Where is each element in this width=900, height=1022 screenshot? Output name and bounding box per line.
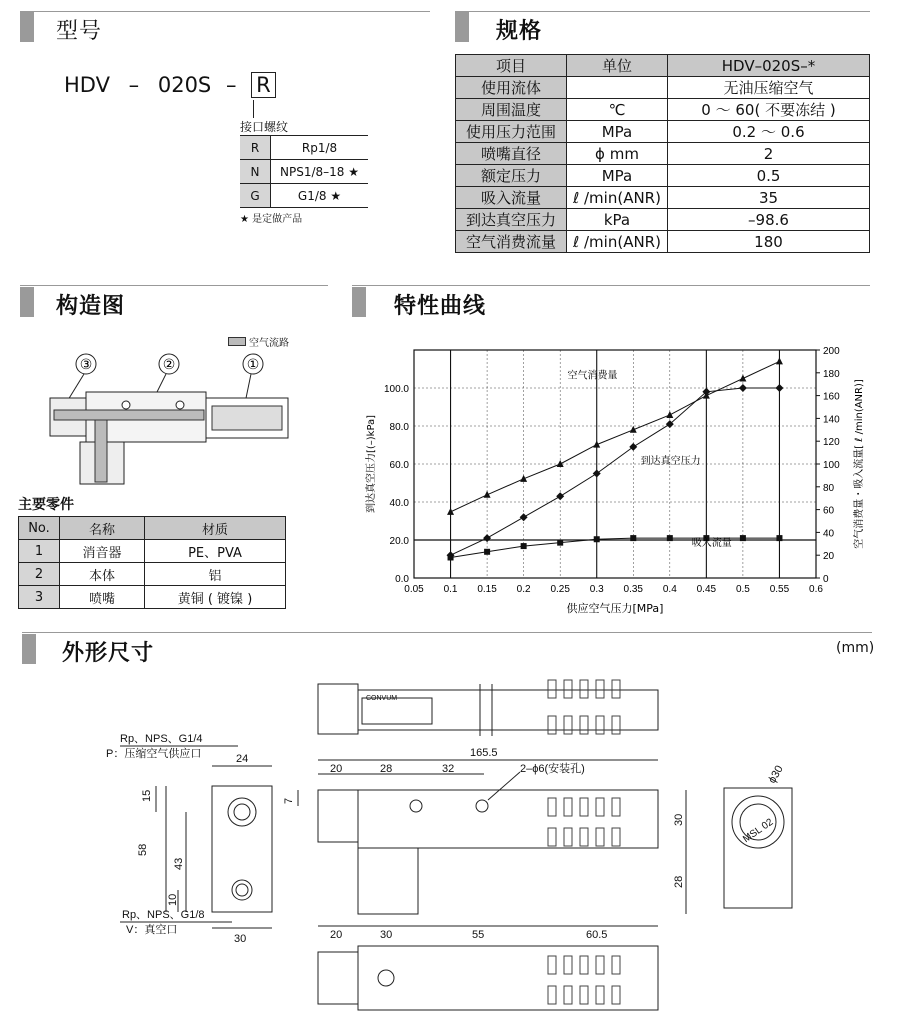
x-tick-label: 0.1 (443, 584, 458, 595)
part-name: 喷嘴 (60, 586, 145, 609)
series-label: 吸入流量 (691, 538, 732, 550)
y2-tick-label: 60 (823, 505, 835, 517)
spec-item: 使用压力范围 (456, 121, 567, 143)
spec-header-row (456, 55, 870, 77)
section-title-curve: 特性曲线 (394, 294, 487, 319)
dim-30-height: 30 (673, 813, 685, 826)
spec-row (456, 165, 870, 187)
y-tick-label: 40.0 (389, 498, 409, 509)
connection-row (240, 136, 368, 160)
spec-row (456, 77, 870, 99)
callout-3: ③ (79, 357, 93, 373)
series-label: 空气消费量 (567, 370, 618, 382)
connection-thread: Rp1/8 (271, 136, 369, 160)
y-tick-label: 80.0 (389, 422, 409, 433)
dim-32-top: 32 (442, 763, 455, 775)
spec-unit: MPa (567, 165, 668, 187)
spec-item: 周围温度 (456, 99, 567, 121)
y2-tick-label: 120 (823, 437, 840, 449)
y2-tick-label: 140 (823, 414, 840, 426)
dim-30-bottom: 30 (380, 929, 393, 941)
msl-label: MSL 02 (741, 816, 776, 846)
spec-unit: ℓ /min(ANR) (567, 231, 668, 253)
x-tick-label: 0.6 (809, 584, 823, 595)
spec-header-cell: 项目 (456, 55, 567, 77)
x-tick-label: 0.4 (662, 584, 677, 595)
port-p-label: P：压缩空气供应口 (106, 748, 202, 760)
model-dash: – (225, 73, 237, 97)
data-point (521, 543, 527, 549)
connection-code: G (240, 184, 271, 208)
part-name: 消音器 (60, 540, 145, 563)
y2-tick-label: 80 (823, 482, 835, 494)
series-label: 到达真空压力 (640, 456, 701, 467)
spec-value: 180 (668, 231, 870, 253)
x-tick-label: 0.35 (623, 584, 644, 595)
dim-60-5-bottom: 60.5 (586, 929, 608, 941)
port-v-label: V：真空口 (126, 924, 178, 936)
data-point (448, 554, 454, 560)
y2-tick-label: 20 (823, 551, 835, 563)
parts-header-cell: 材质 (145, 517, 286, 540)
spec-header-cell: 单位 (567, 55, 668, 77)
y2-axis-label: 空气消费量・吸入流量[ ℓ /min(ANR)] (854, 379, 865, 549)
unit-label: (mm) (836, 640, 875, 656)
port-p-thread: Rp、NPS、G1/4 (120, 733, 203, 745)
connection-table (240, 135, 368, 208)
connector-line (253, 100, 254, 118)
spec-unit: ℃ (567, 99, 668, 121)
parts-row (19, 586, 286, 609)
dim-20-bottom: 20 (330, 929, 343, 941)
airflow-legend-swatch (228, 337, 246, 346)
model-size: 020S (157, 73, 212, 97)
section-rule (455, 11, 870, 12)
spec-item: 吸入流量 (456, 187, 567, 209)
spec-unit: MPa (567, 121, 668, 143)
part-number: 1 (19, 540, 60, 563)
section-title-structure: 构造图 (56, 294, 126, 319)
x-tick-label: 0.45 (696, 584, 717, 595)
dim-10: 10 (167, 893, 179, 906)
spec-item: 喷嘴直径 (456, 143, 567, 165)
y-tick-label: 100.0 (383, 384, 409, 395)
parts-header-row (19, 517, 286, 540)
spec-value: 2 (668, 143, 870, 165)
section-rule (20, 285, 328, 286)
spec-header-cell: HDV–020S–* (668, 55, 870, 77)
spec-unit: ℓ /min(ANR) (567, 187, 668, 209)
spec-value: –98.6 (668, 209, 870, 231)
model-dash: – (128, 73, 140, 97)
connection-thread: G1/8 ★ (271, 184, 369, 208)
y-tick-label: 20.0 (389, 536, 409, 547)
spec-value: 0 ～ 60( 不要冻结 ) (668, 99, 870, 121)
x-tick-label: 0.5 (735, 584, 750, 595)
x-tick-label: 0.05 (404, 584, 424, 595)
callout-2: ② (162, 357, 176, 373)
x-axis-label: 供应空气压力[MPa] (566, 602, 664, 615)
spec-value: 35 (668, 187, 870, 209)
y-tick-label: 0.0 (395, 574, 409, 585)
spec-unit: ϕ mm (567, 143, 668, 165)
spec-item: 额定压力 (456, 165, 567, 187)
data-point (630, 535, 636, 541)
characteristic-chart (350, 338, 880, 618)
dim-58: 58 (137, 843, 149, 856)
airflow-legend (228, 334, 289, 349)
section-rule (352, 285, 870, 286)
y-tick-label: 60.0 (389, 460, 409, 471)
model-code (64, 73, 276, 97)
connection-title: 接口螺纹 (240, 120, 289, 134)
section-rule (20, 11, 430, 12)
port-v-thread: Rp、NPS、G1/8 (122, 909, 205, 921)
part-name: 本体 (60, 563, 145, 586)
section-title-spec: 规格 (496, 19, 543, 44)
part-material: 铝 (145, 563, 286, 586)
dim-7: 7 (283, 797, 295, 804)
connection-code: N (240, 160, 271, 184)
x-tick-label: 0.55 (769, 584, 790, 595)
section-bar-spec (455, 12, 469, 42)
spec-row (456, 231, 870, 253)
dim-43: 43 (173, 857, 185, 870)
spec-item: 空气消费流量 (456, 231, 567, 253)
data-point (776, 535, 782, 541)
section-rule (22, 632, 872, 633)
section-title-model: 型号 (56, 19, 103, 44)
model-thread-box: R (251, 72, 276, 98)
spec-item: 使用流体 (456, 77, 567, 99)
spec-row (456, 121, 870, 143)
parts-table (18, 516, 286, 609)
y2-tick-label: 100 (823, 460, 840, 471)
x-tick-label: 0.25 (550, 584, 570, 595)
connection-row (240, 160, 368, 184)
spec-row (456, 209, 870, 231)
part-material: 黄铜 ( 镀镍 ) (145, 586, 286, 609)
parts-row (19, 563, 286, 586)
part-number: 3 (19, 586, 60, 609)
part-number: 2 (19, 563, 60, 586)
x-tick-label: 0.15 (477, 584, 497, 595)
structure-drawing (40, 348, 300, 488)
spec-row (456, 99, 870, 121)
parts-header-cell: No. (19, 517, 60, 540)
dim-20-top: 20 (330, 763, 343, 775)
data-point (594, 536, 600, 542)
connection-code: R (240, 136, 271, 160)
y-axis-label: 到达真空压力[(–)kPa] (366, 414, 377, 514)
dim-30-width: 30 (234, 933, 247, 945)
brand-label: CONVUM (366, 695, 398, 702)
parts-header-cell: 名称 (60, 517, 145, 540)
dim-diameter-30: ϕ30 (766, 763, 786, 786)
x-tick-label: 0.3 (589, 584, 604, 595)
parts-row (19, 540, 286, 563)
section-bar-structure (20, 287, 34, 317)
custom-note: ★ 是定做产品 (240, 214, 303, 225)
spec-value: 0.2 ～ 0.6 (668, 121, 870, 143)
section-bar-curve (352, 287, 366, 317)
connection-row (240, 184, 368, 208)
callout-1: ① (246, 357, 260, 373)
data-point (557, 540, 563, 546)
model-prefix: HDV (64, 73, 110, 97)
parts-title: 主要零件 (18, 497, 74, 513)
data-point (740, 535, 746, 541)
spec-row (456, 187, 870, 209)
connection-thread: NPS1/8–18 ★ (271, 160, 369, 184)
spec-unit (567, 77, 668, 99)
y2-tick-label: 40 (823, 528, 835, 540)
dimension-drawing (0, 660, 900, 1022)
spec-row (456, 143, 870, 165)
y2-tick-label: 160 (823, 391, 840, 403)
dim-15: 15 (141, 789, 153, 802)
y2-tick-label: 200 (823, 346, 840, 357)
dim-55-bottom: 55 (472, 929, 485, 941)
x-tick-label: 0.2 (516, 584, 531, 595)
section-title-dims: 外形尺寸 (62, 641, 155, 666)
section-bar-model (20, 12, 34, 42)
spec-value: 无油压缩空气 (668, 77, 870, 99)
dim-24: 24 (236, 753, 249, 765)
data-point (484, 549, 490, 555)
dim-28-top: 28 (380, 763, 393, 775)
dim-28-height: 28 (673, 875, 685, 888)
spec-unit: kPa (567, 209, 668, 231)
airflow-legend-label: 空气流路 (249, 338, 289, 349)
part-material: PE、PVA (145, 540, 286, 563)
dim-165-5: 165.5 (470, 747, 498, 759)
spec-table (455, 54, 870, 253)
mount-holes: 2–ϕ6(安装孔) (520, 763, 585, 775)
data-point (667, 535, 673, 541)
y2-tick-label: 0 (823, 574, 829, 585)
spec-value: 0.5 (668, 165, 870, 187)
spec-item: 到达真空压力 (456, 209, 567, 231)
y2-tick-label: 180 (823, 368, 840, 380)
